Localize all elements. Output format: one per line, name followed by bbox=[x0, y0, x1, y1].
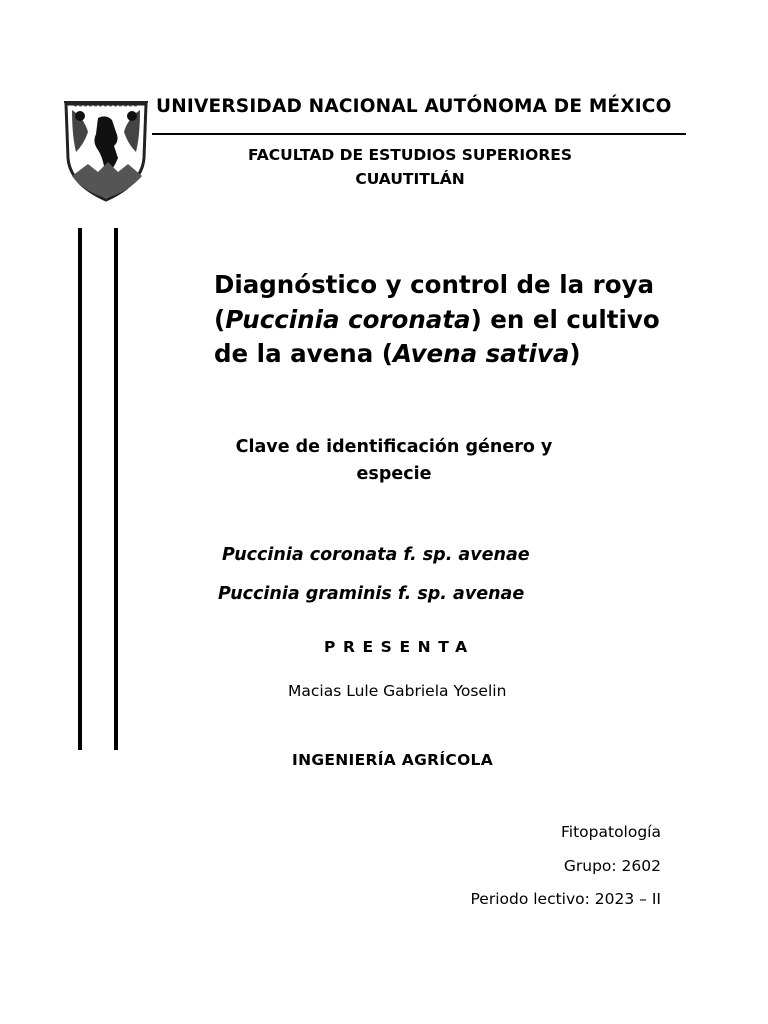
title-text-2: ) en el cultivo de la avena ( bbox=[214, 304, 660, 368]
document-subtitle: Clave de identificación género y especie bbox=[235, 437, 553, 484]
career-name: INGENIERÍA AGRÍCOLA bbox=[292, 751, 494, 769]
faculty-line-1: FACULTAD DE ESTUDIOS SUPERIORES bbox=[247, 146, 573, 164]
header-divider bbox=[152, 133, 686, 135]
species-name-1: Puccinia coronata f. sp. avenae bbox=[222, 545, 530, 565]
title-species-italic: Puccinia coronata bbox=[225, 304, 471, 334]
university-name: UNIVERSIDAD NACIONAL AUTÓNOMA DE MÉXICO bbox=[156, 96, 672, 117]
faculty-line-2: CUAUTITLÁN bbox=[355, 170, 465, 188]
period-label: Periodo lectivo: 2023 – II bbox=[470, 890, 661, 908]
presenta-label: PRESENTA bbox=[324, 638, 475, 656]
decorative-vertical-line-right bbox=[114, 228, 118, 750]
species-name-2: Puccinia graminis f. sp. avenae bbox=[218, 584, 525, 604]
title-text-3: ) bbox=[569, 339, 581, 368]
decorative-vertical-line-left bbox=[78, 228, 82, 750]
title-text-1: Diagnóstico y control de la roya ( bbox=[214, 270, 655, 334]
group-label: Grupo: 2602 bbox=[563, 857, 661, 875]
document-title bbox=[214, 268, 674, 372]
faculty-name bbox=[200, 143, 620, 191]
title-crop-italic: Avena sativa bbox=[392, 339, 570, 368]
author-name: Macias Lule Gabriela Yoselin bbox=[288, 682, 507, 700]
subject-label: Fitopatología bbox=[561, 823, 661, 841]
unam-crest-icon bbox=[58, 96, 154, 204]
